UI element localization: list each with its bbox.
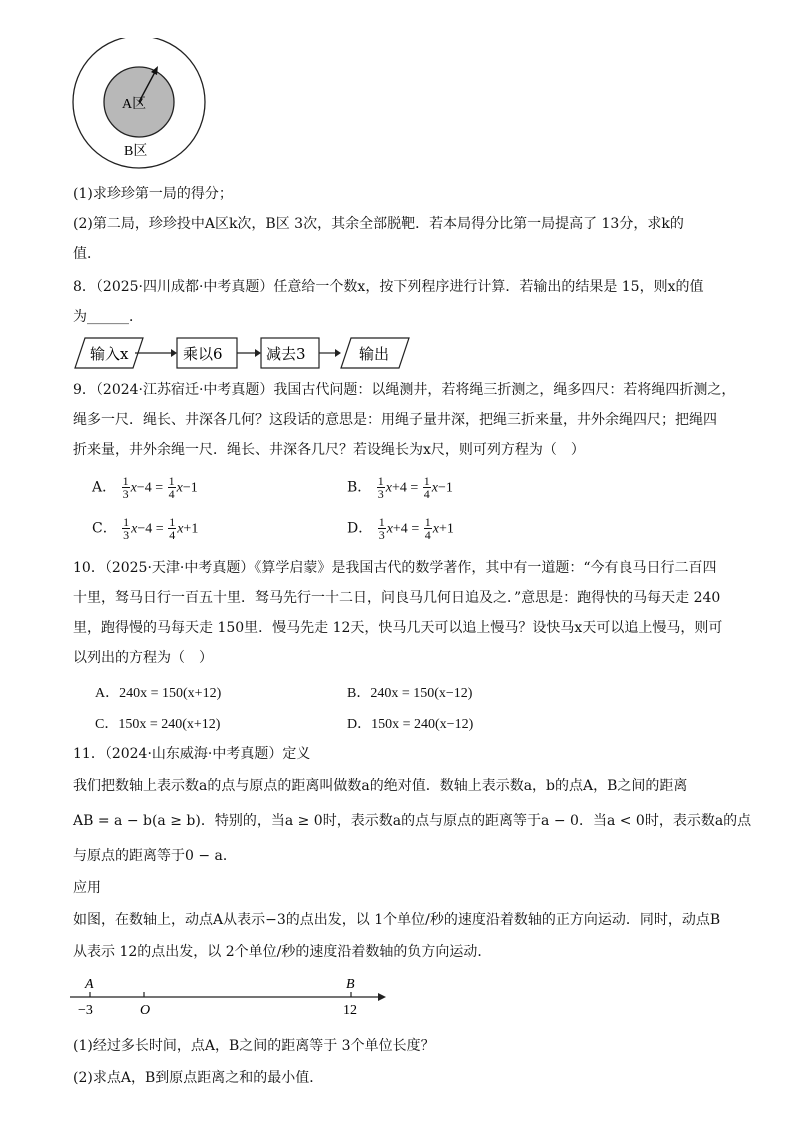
number-line — [70, 972, 390, 1020]
region-a-label: A区 — [122, 97, 147, 112]
origin-label: O — [140, 1003, 151, 1018]
q10-option-a[interactable]: A．240x = 150(x+12) — [95, 686, 222, 701]
q8-line1: 8．（2025·四川成都·中考真题）任意给一个数x，按下列程序进行计算．若输出的结果是 15，则x的值 — [73, 279, 704, 295]
q11-line3: AB = a − b(a ≥ b)．特别的，当a ≥ 0时，表示数a的点与原点的距离等于a − 0．当a < 0时，表示数a的点 — [73, 813, 752, 829]
q9-option-a[interactable]: A． $\frac{1}{3}$ x−4 = $\frac{1}{4}$ x−1 — [92, 474, 198, 501]
q10-line2: 十里，驽马日行一百五十里．驽马先行一十二日，问良马几何日追及之．”意思是：跑得快的马每天走 240 — [73, 590, 721, 606]
q10-option-c[interactable]: C．150x = 240(x+12) — [95, 717, 221, 732]
q7-part1: (1)求珍珍第一局的得分； — [73, 186, 233, 202]
q11-line1: 11．（2024·山东威海·中考真题）定义 — [73, 746, 311, 762]
tick-b-label: 12 — [343, 1003, 357, 1018]
q10-line4: 以列出的方程为（ ） — [73, 650, 213, 666]
q7-part2-line2: 值． — [73, 246, 101, 262]
q11-line7: 从表示 12的点出发，以 2个单位/秒的速度沿着数轴的负方向运动． — [73, 944, 492, 960]
q11-line5: 应用 — [73, 880, 101, 896]
rhs-op: +1 — [438, 521, 454, 537]
flow-output-label: 输出 — [359, 345, 390, 363]
q10-option-b[interactable]: B．240x = 150(x−12) — [347, 686, 473, 701]
axis-arrow — [378, 993, 386, 1001]
flow-subtract-label: 减去3 — [266, 345, 306, 363]
option-letter: A． — [92, 479, 117, 496]
arrow-3 — [335, 349, 341, 357]
q10-line1: 10．（2025·天津·中考真题）《算学启蒙》是我国古代的数学著作，其中有一道题：“今有良马日行二百四 — [73, 560, 717, 576]
q9-option-b[interactable]: B． $\frac{1}{3}$ x+4 = $\frac{1}{4}$ x−1 — [347, 474, 453, 501]
q11-part1: (1)经过多长时间，点A，B之间的距离等于 3个单位长度？ — [73, 1038, 435, 1054]
q9-option-c[interactable]: C． $\frac{1}{3}$ x−4 = $\frac{1}{4}$ x+1 — [92, 515, 199, 542]
point-b-label: B — [346, 977, 355, 992]
q11-line4: 与原点的距离等于0 − a． — [73, 848, 237, 864]
rhs-op: −1 — [182, 480, 198, 496]
q9-option-d[interactable]: D． $\frac{1}{3}$ x+4 = $\frac{1}{4}$ x+1 — [347, 515, 454, 542]
q10-option-d[interactable]: D．150x = 240(x−12) — [347, 717, 474, 732]
flow-input-label: 输入x — [90, 345, 129, 363]
arrow-2 — [255, 349, 261, 357]
q7-part2-line1: (2)第二局，珍珍投中A区k次，B区 3次，其余全部脱靶．若本局得分比第一局提高了 13分，求k的 — [73, 216, 684, 232]
option-letter: D． — [347, 520, 373, 537]
flow-multiply-label: 乘以6 — [183, 345, 223, 363]
rhs-op: +1 — [183, 521, 199, 537]
lhs-op: −4 — [136, 480, 152, 496]
target-figure — [70, 38, 210, 170]
tick-a-label: −3 — [78, 1003, 93, 1018]
q11-line6: 如图，在数轴上，动点A从表示−3的点出发，以 1个单位/秒的速度沿着数轴的正方向运动．同时，动点B — [73, 912, 721, 928]
lhs-op: +4 — [391, 480, 407, 496]
region-b-label: B区 — [124, 144, 148, 159]
lhs-op: −4 — [137, 521, 153, 537]
q10-line3: 里，跑得慢的马每天走 150里．慢马先走 12天，快马几天可以追上慢马？设快马x天可以追上慢马，则可 — [73, 620, 723, 636]
q11-line2: 我们把数轴上表示数a的点与原点的距离叫做数a的绝对值．数轴上表示数a，b的点A，B之间的距离 — [73, 778, 688, 794]
option-letter: B． — [347, 479, 372, 496]
q9-line3: 折来量，井外余绳一尺．绳长、井深各几尺？若设绳长为x尺，则可列方程为（ ） — [73, 442, 585, 458]
rhs-op: −1 — [438, 480, 453, 496]
flowchart — [73, 336, 413, 372]
q9-line1: 9．（2024·江苏宿迁·中考真题）我国古代问题：以绳测井，若将绳三折测之，绳多四尺：若将绳四折测之， — [73, 382, 736, 398]
q11-part2: (2)求点A，B到原点距离之和的最小值． — [73, 1070, 324, 1086]
arrow-1 — [171, 349, 177, 357]
q8-line2: 为______． — [73, 309, 143, 325]
option-letter: C． — [92, 520, 117, 537]
q9-line2: 绳多一尺．绳长、井深各几何？这段话的意思是：用绳子量井深，把绳三折来量，井外余绳四尺；把绳四 — [73, 412, 717, 428]
lhs-op: +4 — [392, 521, 408, 537]
point-a-label: A — [85, 977, 94, 992]
